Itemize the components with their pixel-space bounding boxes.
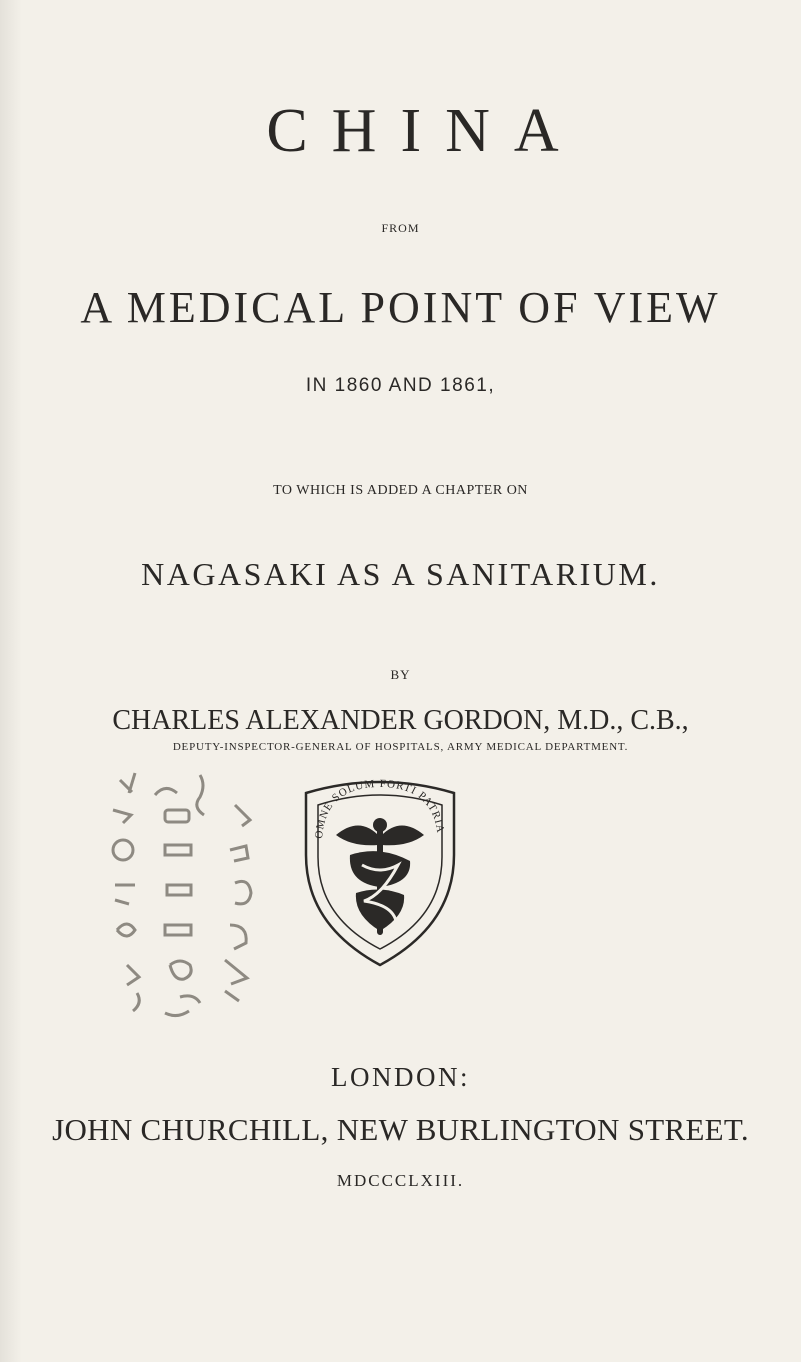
dates-line: IN 1860 AND 1861,	[305, 375, 496, 396]
chapter-title: NAGASAKI AS A SANITARIUM.	[141, 556, 660, 592]
author-name: CHARLES ALEXANDER GORDON, M.D., C.B.,	[112, 705, 689, 736]
emblem-motto: OMNE SOLUM FORTI PATRIA	[313, 777, 447, 840]
by-label: BY	[390, 667, 411, 682]
book-title: CHINA	[266, 97, 583, 165]
publication-year: MDCCCLXIII.	[336, 1171, 465, 1190]
book-subtitle: A MEDICAL POINT OF VIEW	[80, 283, 721, 332]
publisher-place: LONDON:	[331, 1062, 470, 1092]
faded-library-stamp-icon	[105, 765, 280, 1025]
caduceus-shield-icon	[300, 775, 460, 970]
author-title: DEPUTY-INSPECTOR-GENERAL OF HOSPITALS, ARMY MEDICAL DEPARTMENT.	[172, 741, 629, 753]
publisher-name: JOHN CHURCHILL, NEW BURLINGTON STREET.	[52, 1112, 749, 1147]
chapter-intro: TO WHICH IS ADDED A CHAPTER ON	[273, 483, 528, 498]
from-label: FROM	[381, 221, 420, 235]
